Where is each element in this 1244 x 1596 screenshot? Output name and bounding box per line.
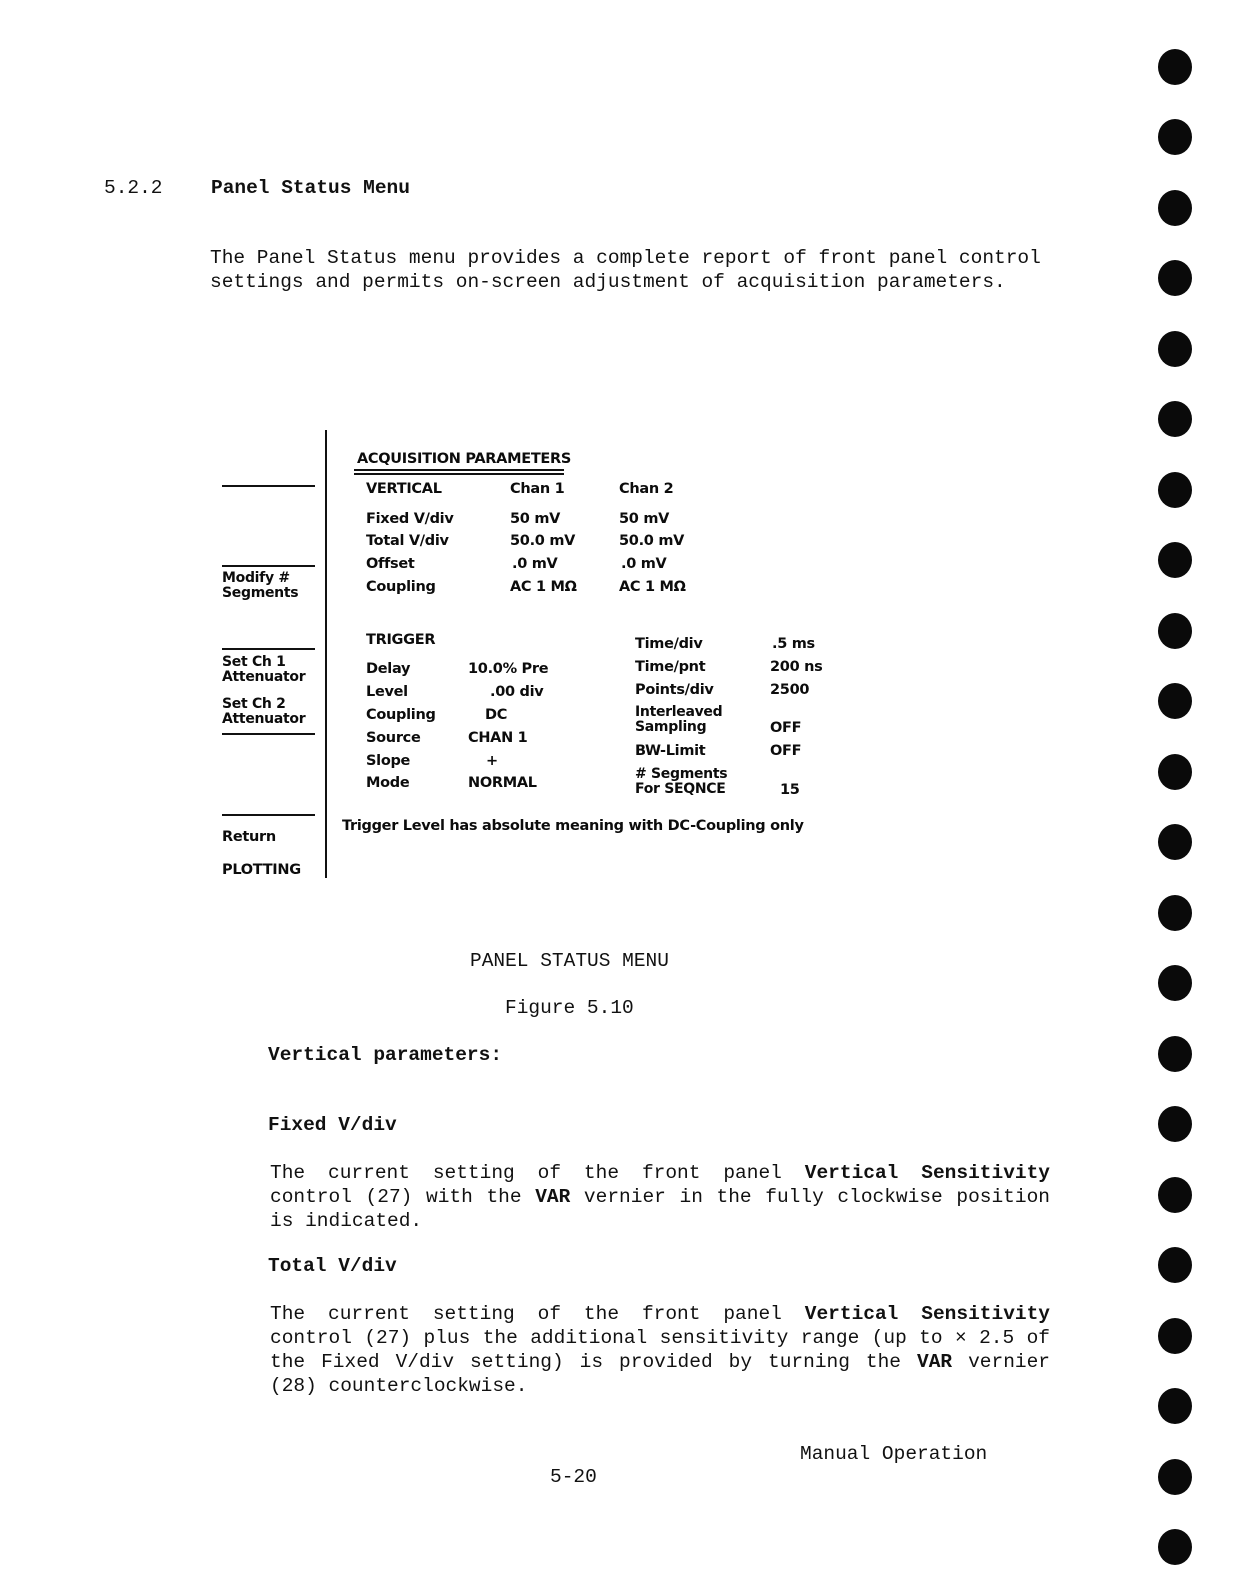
punch-hole bbox=[1158, 190, 1192, 226]
punch-hole bbox=[1158, 119, 1192, 155]
timebase-row-name: Time/div bbox=[635, 636, 703, 652]
vertical-row-ch1: 50.0 mV bbox=[510, 533, 576, 549]
page-number: 5-20 bbox=[550, 1466, 597, 1488]
trigger-row-value: NORMAL bbox=[468, 775, 537, 791]
softkey-separator bbox=[222, 733, 315, 735]
timebase-row-value: 2500 bbox=[770, 682, 810, 698]
trigger-row-value: DC bbox=[485, 707, 508, 723]
softkey-separator bbox=[222, 648, 315, 650]
timebase-row-name: Time/pnt bbox=[635, 659, 706, 675]
trigger-row-name: Source bbox=[366, 730, 421, 746]
timebase-row-value: OFF bbox=[770, 720, 802, 736]
timebase-row-value: 15 bbox=[780, 782, 800, 798]
heading-underline bbox=[354, 473, 564, 475]
trigger-row-name: Slope bbox=[366, 753, 411, 769]
timebase-row-value: OFF bbox=[770, 743, 802, 759]
vertical-params-heading: Vertical parameters: bbox=[268, 1044, 503, 1066]
section-title: Panel Status Menu bbox=[211, 177, 410, 199]
vertical-row-ch1: .0 mV bbox=[512, 556, 558, 572]
vertical-row-ch2: 50 mV bbox=[619, 511, 670, 527]
chan1-header: Chan 1 bbox=[510, 481, 565, 497]
total-vdiv-heading: Total V/div bbox=[268, 1255, 397, 1277]
softkey-separator bbox=[222, 565, 315, 567]
punch-hole bbox=[1158, 1106, 1192, 1142]
trigger-row-value: 10.0% Pre bbox=[468, 661, 549, 677]
vertical-row-ch1: AC 1 MΩ bbox=[510, 579, 577, 595]
vertical-row-ch2: AC 1 MΩ bbox=[619, 579, 686, 595]
trigger-row-name: Coupling bbox=[366, 707, 436, 723]
punch-hole bbox=[1158, 754, 1192, 790]
timebase-row-name: BW-Limit bbox=[635, 743, 706, 759]
trigger-row-name: Mode bbox=[366, 775, 410, 791]
section-number: 5.2.2 bbox=[104, 177, 163, 199]
trigger-row-value: + bbox=[486, 753, 498, 769]
punch-hole bbox=[1158, 1459, 1192, 1495]
vertical-row-name: Fixed V/div bbox=[366, 511, 454, 527]
vertical-row-name: Total V/div bbox=[366, 533, 449, 549]
timebase-row-name: # Segments For SEQNCE bbox=[635, 766, 728, 797]
footer-chapter: Manual Operation bbox=[800, 1443, 988, 1465]
punch-hole bbox=[1158, 965, 1192, 1001]
trigger-row-name: Level bbox=[366, 684, 408, 700]
status-message: Trigger Level has absolute meaning with DC-Coupling only bbox=[342, 818, 804, 834]
timebase-row-value: 200 ns bbox=[770, 659, 823, 675]
punch-hole bbox=[1158, 260, 1192, 296]
softkey-set-ch2-attenuator[interactable]: Set Ch 2 Attenuator bbox=[222, 696, 306, 727]
punch-hole bbox=[1158, 1036, 1192, 1072]
punch-hole bbox=[1158, 613, 1192, 649]
trigger-row-value: .00 div bbox=[490, 684, 544, 700]
softkey-return[interactable]: Return bbox=[222, 829, 276, 845]
trigger-row-name: Delay bbox=[366, 661, 411, 677]
trigger-label: TRIGGER bbox=[366, 632, 436, 648]
punch-hole bbox=[1158, 472, 1192, 508]
punch-hole bbox=[1158, 1388, 1192, 1424]
punch-hole bbox=[1158, 1529, 1192, 1565]
timebase-row-value: .5 ms bbox=[772, 636, 815, 652]
softkey-separator bbox=[222, 485, 315, 487]
heading-underline bbox=[354, 469, 564, 471]
vertical-row-name: Coupling bbox=[366, 579, 436, 595]
punch-hole bbox=[1158, 1247, 1192, 1283]
softkey-separator bbox=[222, 814, 315, 816]
vertical-row-ch2: .0 mV bbox=[621, 556, 667, 572]
softkey-plotting[interactable]: PLOTTING bbox=[222, 862, 301, 878]
vertical-row-ch2: 50.0 mV bbox=[619, 533, 685, 549]
punch-hole bbox=[1158, 895, 1192, 931]
trigger-row-value: CHAN 1 bbox=[468, 730, 528, 746]
punch-hole bbox=[1158, 824, 1192, 860]
vertical-row-name: Offset bbox=[366, 556, 415, 572]
fixed-vdiv-heading: Fixed V/div bbox=[268, 1114, 397, 1136]
vertical-label: VERTICAL bbox=[366, 481, 442, 497]
punch-hole bbox=[1158, 1318, 1192, 1354]
punch-hole bbox=[1158, 542, 1192, 578]
punch-hole bbox=[1158, 1177, 1192, 1213]
figure-number: Figure 5.10 bbox=[505, 997, 634, 1019]
softkey-set-ch1-attenuator[interactable]: Set Ch 1 Attenuator bbox=[222, 654, 306, 685]
vertical-row-ch1: 50 mV bbox=[510, 511, 561, 527]
chan2-header: Chan 2 bbox=[619, 481, 674, 497]
screen-heading: ACQUISITION PARAMETERS bbox=[357, 451, 572, 467]
figure-title: PANEL STATUS MENU bbox=[470, 950, 669, 972]
fixed-vdiv-paragraph: The current setting of the front panel Vertical Sensitivity control (27) with the VAR vernier in the fully clockwise position is indicated. bbox=[270, 1162, 1051, 1232]
timebase-row-name: Points/div bbox=[635, 682, 714, 698]
punch-hole bbox=[1158, 683, 1192, 719]
punch-hole bbox=[1158, 331, 1192, 367]
intro-paragraph: The Panel Status menu provides a complete report of front panel control settings and permits on-screen adjustment of acquisition parameters. bbox=[210, 247, 1041, 293]
punch-hole bbox=[1158, 401, 1192, 437]
softkey-modify-segments[interactable]: Modify # Segments bbox=[222, 570, 299, 601]
timebase-row-name: Interleaved Sampling bbox=[635, 704, 723, 735]
screen-divider bbox=[325, 430, 327, 878]
total-vdiv-paragraph: The current setting of the front panel Vertical Sensitivity control (27) plus the additional sensitivity range (up to × 2.5 of the Fixed V/div setting) is provided by turning the VAR vernier (28) counterclockwise. bbox=[270, 1303, 1051, 1397]
punch-hole bbox=[1158, 49, 1192, 85]
